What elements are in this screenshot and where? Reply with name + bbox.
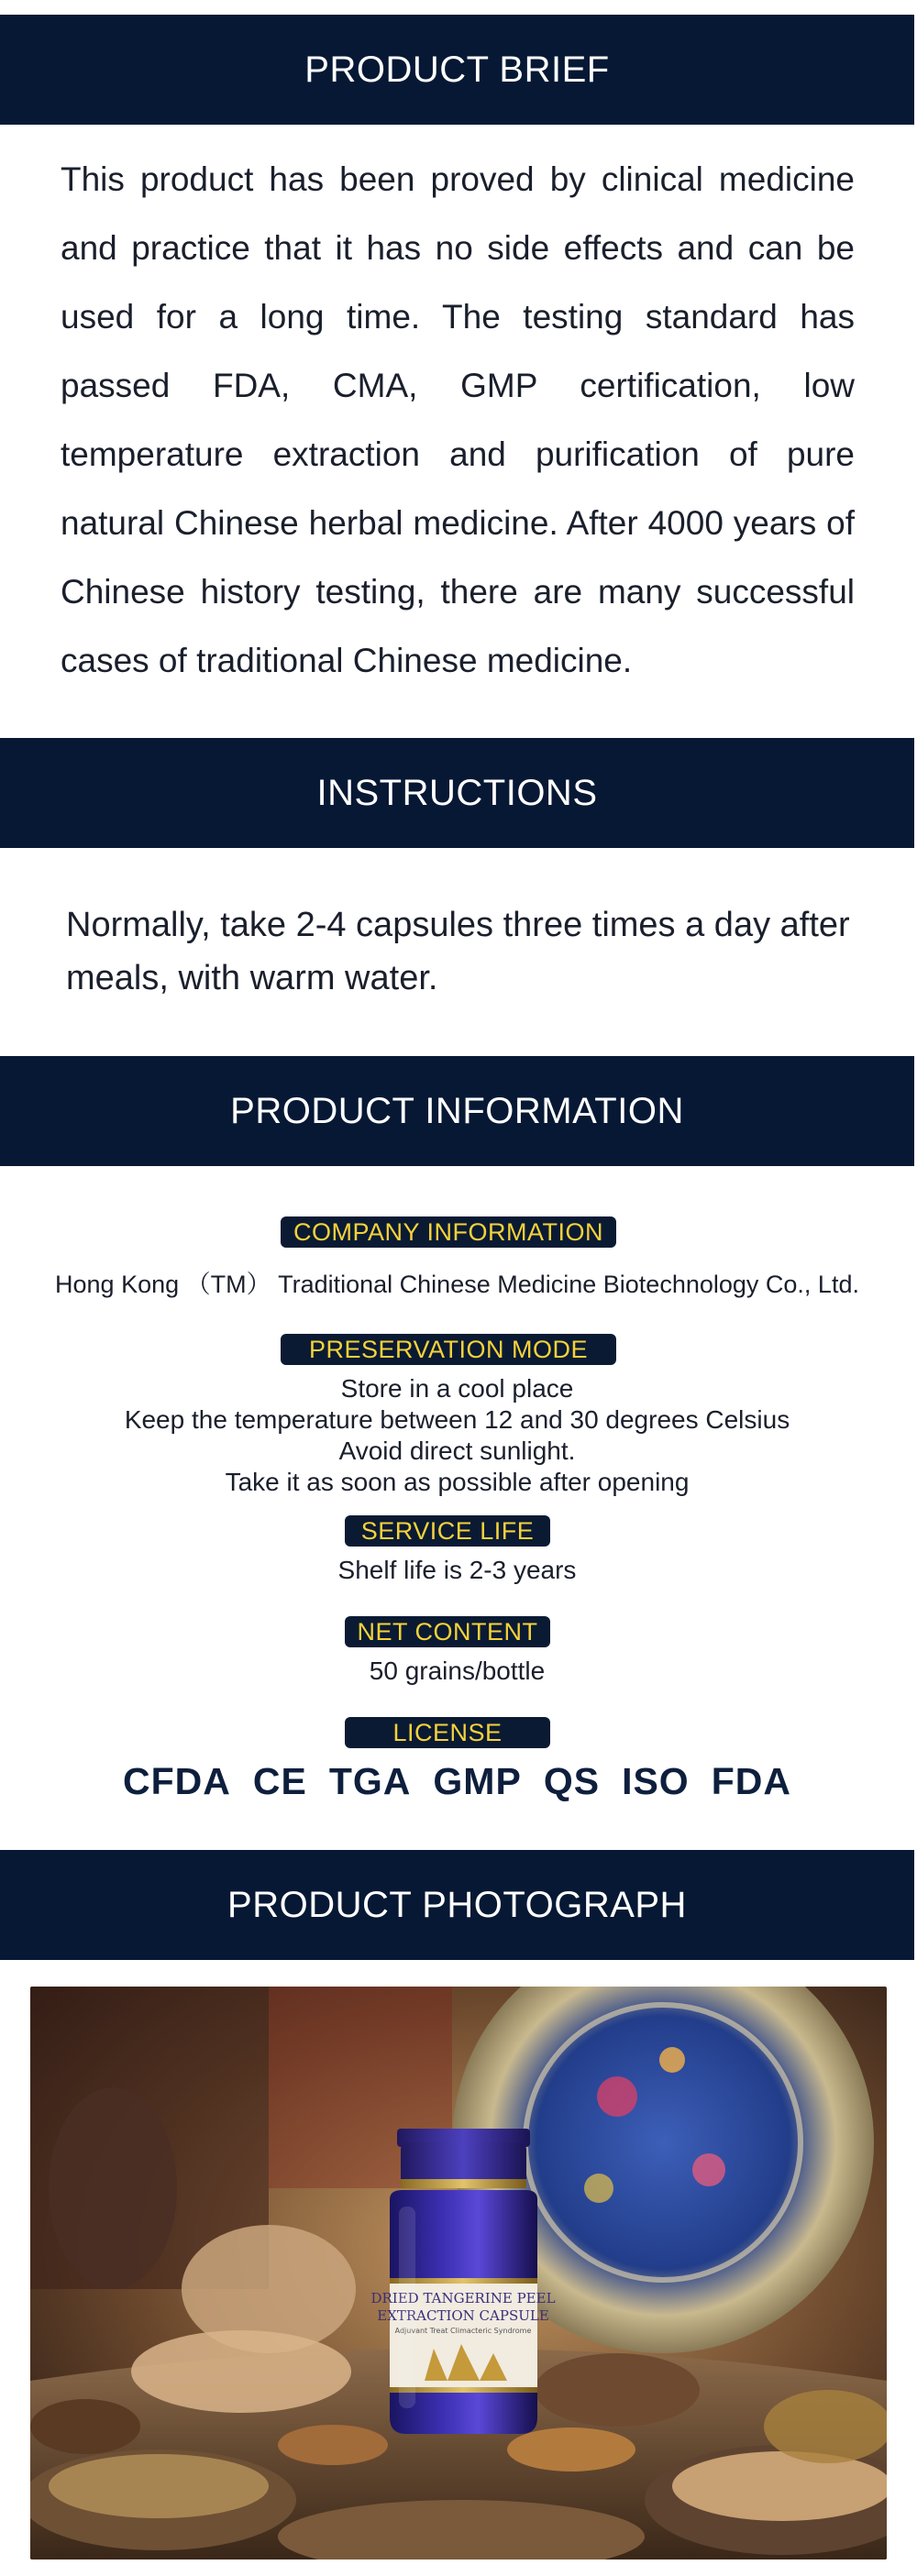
preservation-line: Take it as soon as possible after opening xyxy=(225,1468,690,1496)
bottle-label-line2: EXTRACTION CAPSULE xyxy=(377,2307,549,2324)
license-item: FDA xyxy=(711,1760,791,1802)
section-title: PRODUCT BRIEF xyxy=(304,49,610,90)
bottle-label-line3: Adjuvant Treat Climacteric Syndrome xyxy=(394,2327,532,2335)
company-info-label: COMPANY INFORMATION xyxy=(281,1216,616,1248)
license-item: TGA xyxy=(328,1760,412,1802)
section-header-brief xyxy=(0,15,914,125)
preservation-line: Avoid direct sunlight. xyxy=(338,1437,576,1465)
net-content-value: 50 grains/bottle xyxy=(369,1657,546,1685)
preservation-mode-label: PRESERVATION MODE xyxy=(281,1334,616,1365)
preservation-line: Keep the temperature between 12 and 30 degrees Celsius xyxy=(124,1405,790,1434)
instructions-text: Normally, take 2-4 capsules three times a day after meals, with warm water. xyxy=(66,906,850,997)
license-item: QS xyxy=(543,1760,601,1802)
license-item: GMP xyxy=(433,1760,522,1802)
license-item: CFDA xyxy=(123,1760,231,1802)
section-header-product-photo xyxy=(0,1850,914,1960)
section-title: INSTRUCTIONS xyxy=(316,772,598,813)
company-info-value: Hong Kong （TM） Traditional Chinese Medicine Biotechnology Co., Ltd. xyxy=(55,1271,859,1298)
license-label: LICENSE xyxy=(345,1717,550,1748)
section-title: PRODUCT PHOTOGRAPH xyxy=(227,1884,687,1925)
section-title: PRODUCT INFORMATION xyxy=(230,1090,684,1131)
license-item: ISO xyxy=(622,1760,690,1802)
product-brief-text: This product has been proved by clinical medicine and practice that it has no side effects and can be used for a long time. The testing standard has passed FDA, CMA, GMP certification, low temperature extraction and purification of pure natural Chinese herbal medicine. After 4000 years of Chinese history testing, there are many successful cases of traditional Chinese medicine. xyxy=(61,160,855,679)
section-header-product-info xyxy=(0,1056,914,1166)
product-photograph xyxy=(30,1987,887,2559)
net-content-label: NET CONTENT xyxy=(345,1616,550,1647)
service-life-label: SERVICE LIFE xyxy=(345,1515,550,1547)
license-list xyxy=(0,1760,914,1803)
bottle-label-line1: DRIED TANGERINE PEEL xyxy=(370,2290,556,2306)
section-header-instructions xyxy=(0,738,914,848)
license-item: CE xyxy=(252,1760,307,1802)
service-life-value: Shelf life is 2-3 years xyxy=(337,1556,577,1584)
preservation-line: Store in a cool place xyxy=(340,1374,574,1403)
